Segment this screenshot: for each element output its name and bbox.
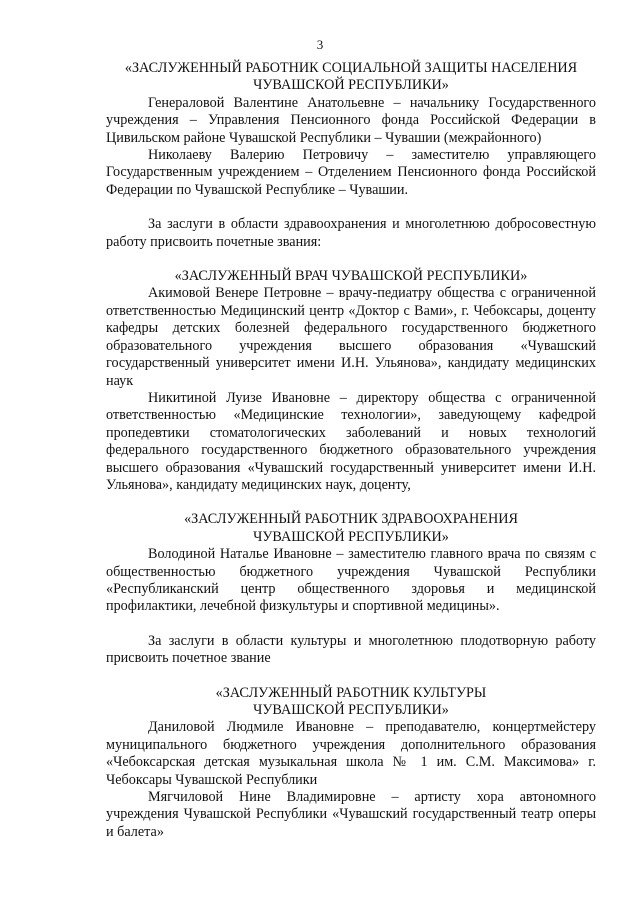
culture-intro: За заслуги в области культуры и многолетнюю плодотворную работу присвоить почетное звание [106,632,596,667]
heading-line: ЧУВАШСКОЙ РЕСПУБЛИКИ» [253,528,449,545]
heading-line: «ЗАСЛУЖЕННЫЙ ВРАЧ ЧУВАШСКОЙ РЕСПУБЛИКИ» [174,268,528,285]
heading-culture [106,685,596,720]
award-entry: Володиной Наталье Ивановне – заместителю главного врача по связям с общественностью бюджетного учреждения Чувашской Республики «Республиканский центр общественного здоровья и медицинской профилактики, лечебной физкультуры и спортивной медицины». [106,546,596,615]
award-entry: Мягчиловой Нине Владимировне – артисту хора автономного учреждения Чувашской Республики «Чувашский государственный театр оперы и балета» [106,789,596,840]
award-entry: Акимовой Венере Петровне – врачу-педиатру общества с ограниченной ответственностью Медицинский центр «Доктор с Вами», г. Чебоксары, доценту кафедры детских болезней федерального государственного бюджетного образовательного учреждения высшего образования «Чувашский государственный университет имени И.Н. Ульянова», кандидату медицинских наук [106,285,596,389]
award-entry: Генераловой Валентине Анатольевне – начальнику Государственного учреждения – Управления Пенсионного фонда Российской Федерации в Цивильском районе Чувашской Республики – Чувашии (межрайонного) [106,94,596,146]
heading-line: «ЗАСЛУЖЕННЫЙ РАБОТНИК ЗДРАВООХРАНЕНИЯ [184,511,518,528]
heading-social-worker [106,60,596,95]
health-intro: За заслуги в области здравоохранения и многолетнюю добросовестную работу присвоить почетные звания: [106,216,596,250]
award-entry: Даниловой Людмиле Ивановне – преподавателю, концертмейстеру муниципального бюджетного учреждения дополнительного образования «Чебоксарская детская музыкальная школа № 1 им. С.М. Максимова» г. Чебоксары Чувашской Республики [106,719,596,788]
heading-line: «ЗАСЛУЖЕННЫЙ РАБОТНИК СОЦИАЛЬНОЙ ЗАЩИТЫ НАСЕЛЕНИЯ [124,60,578,76]
heading-doctor [106,268,596,285]
page-number: 3 [316,37,324,52]
document-body [106,60,596,841]
heading-line: ЧУВАШСКОЙ РЕСПУБЛИКИ» [253,702,449,718]
award-entry: Николаеву Валерию Петровичу – заместителю управляющего Государственным учреждением – Отделением Пенсионного фонда Российской Федерации по Чувашской Республике – Чувашии. [106,147,596,198]
award-entry: Никитиной Луизе Ивановне – директору общества с ограниченной ответственностью «Медицинские технологии», заведующему кафедрой пропедевтики стоматологических заболеваний и новых технологий федерального государственного бюджетного образовательного учреждения высшего образования «Чувашский государственный университет имени И.Н. Ульянова», кандидату медицинских наук, доценту, [106,389,596,493]
heading-line: ЧУВАШСКОЙ РЕСПУБЛИКИ» [253,77,449,94]
heading-line: «ЗАСЛУЖЕННЫЙ РАБОТНИК КУЛЬТУРЫ [215,684,487,701]
heading-health-worker [106,511,596,546]
